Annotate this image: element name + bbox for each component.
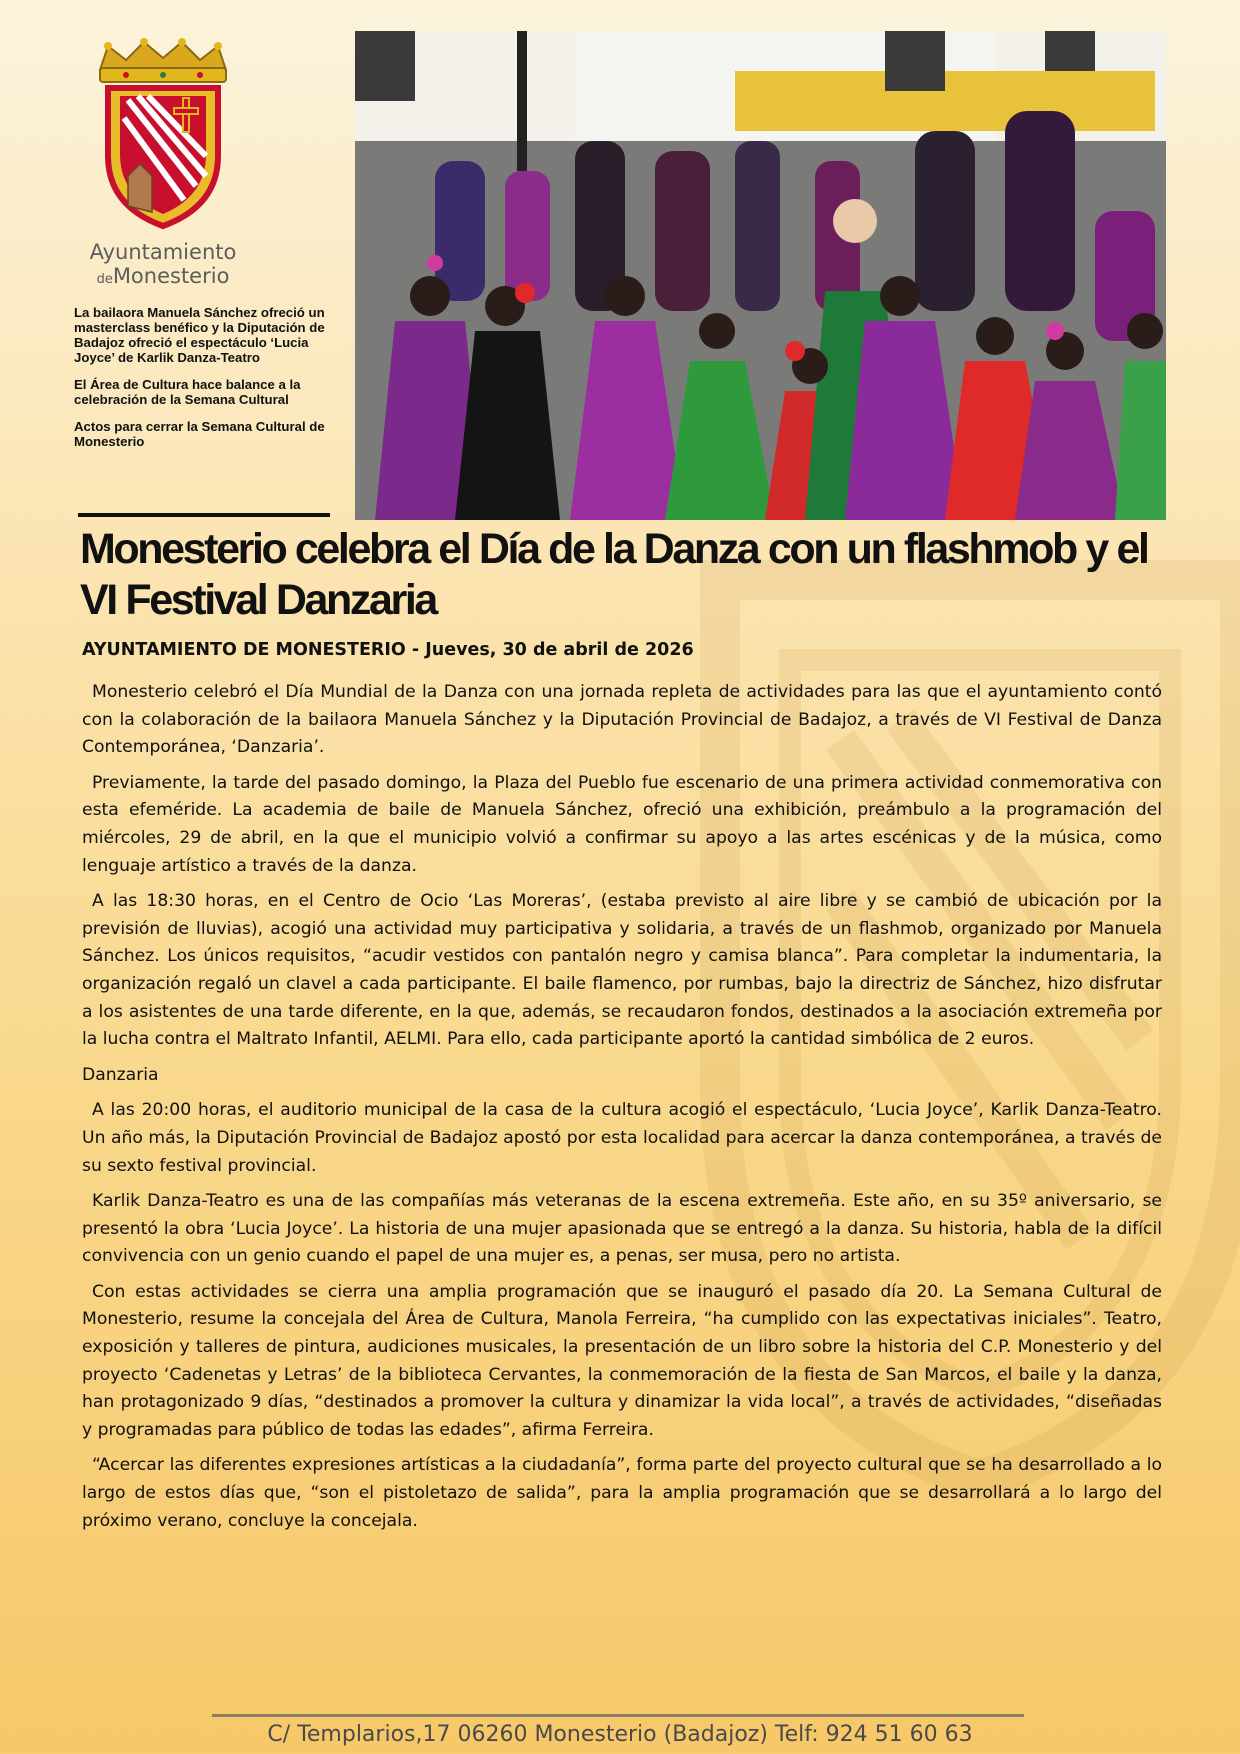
article-body — [82, 679, 1162, 1543]
article-paragraph: “Acercar las diferentes expresiones artísticas a la ciudadanía”, forma parte del proyecto cultural que se ha desarrollado a lo largo de estos días que, “son el pistoletazo de salida”, para la amplia programación que se desarrollará a lo largo del próximo verano, concluye la concejala. — [82, 1455, 1162, 1531]
article-headline: Monesterio celebra el Día de la Danza con un flashmob y el VI Festival Danzaria — [80, 525, 1148, 624]
sidebar-headlines — [74, 305, 336, 461]
sidebar-headline[interactable]: El Área de Cultura hace balance a la celebración de la Semana Cultural — [74, 377, 301, 407]
logo-line1: Ayuntamiento — [89, 240, 237, 264]
article-paragraph: Previamente, la tarde del pasado domingo, la Plaza del Pueblo fue escenario de una primera actividad conmemorativa con esta efeméride. La academia de baile de Manuela Sánchez, ofreció una exhibición, preámbulo a la programación del miércoles, 29 de abril, en la que el municipio volvió a confirmar su apoyo a las artes escénicas y de la música, como lenguaje artístico a través de la danza. — [82, 772, 1162, 876]
article-paragraph: Karlik Danza-Teatro es una de las compañías más veteranas de la escena extremeña. Este año, en su 35º aniversario, se presentó la obra ‘Lucia Joyce’. La historia de una mujer apasionada que se entregó a la danza. Su historia, habla de la difícil convivencia con un genio cuando el papel de una mujer es, a penas, ser musa, pero no artista. — [82, 1191, 1162, 1267]
coat-of-arms-icon — [88, 36, 238, 236]
sidebar-headline[interactable]: Actos para cerrar la Semana Cultural de Monesterio — [74, 419, 325, 449]
logo-de: de — [96, 272, 113, 287]
sidebar-divider — [78, 513, 330, 517]
article-photo — [355, 31, 1166, 520]
logo-line2: Monesterio — [112, 264, 230, 288]
article-paragraph: Con estas actividades se cierra una amplia programación que se inauguró el pasado día 20. La Semana Cultural de Monesterio, resume la concejala del Área de Cultura, Manola Ferreira, “ha cumplido con las expectativas iniciales”. Teatro, exposición y talleres de pintura, audiciones musicales, la presentación de un libro sobre la historia del C.P. Monesterio y del proyecto ‘Cadenetas y Letras’ de la biblioteca Cervantes, la conmemoración de la fiesta de San Marcos, el baile y la danza, han protagonizado 9 días, “destinados a promover la cultura y dinamizar la vida local”, a través de actividades, “diseñadas y programadas para público de todas las edades”, afirma Ferreira. — [82, 1281, 1162, 1440]
article-subheading: Danzaria — [82, 1064, 159, 1085]
sidebar-headline[interactable]: La bailaora Manuela Sánchez ofreció un masterclass benéfico y la Diputación de Badajoz ofreció el espectáculo ‘Lucia Joyce’ de Karlik Danza-Teatro — [74, 305, 325, 365]
municipal-logo — [88, 36, 238, 292]
article-byline: AYUNTAMIENTO DE MONESTERIO - Jueves, 30 de abril de 2026 — [82, 640, 694, 660]
article-paragraph: Monesterio celebró el Día Mundial de la Danza con una jornada repleta de actividades para las que el ayuntamiento contó con la colaboración de la bailaora Manuela Sánchez y la Diputación Provincial de Badajoz, a través de VI Festival de Danza Contemporánea, ‘Danzaria’. — [82, 682, 1162, 758]
dancers-photo-illustration — [355, 31, 1166, 520]
footer-address: C/ Templarios,17 06260 Monesterio (Badajoz) Telf: 924 51 60 63 — [267, 1722, 973, 1747]
article-paragraph: A las 20:00 horas, el auditorio municipal de la casa de la cultura acogió el espectáculo, ‘Lucia Joyce’, Karlik Danza-Teatro. Un año más, la Diputación Provincial de Badajoz apostó por esta localidad para acercar la danza contemporánea, a través de su sexto festival provincial. — [82, 1100, 1162, 1176]
article-paragraph: A las 18:30 horas, en el Centro de Ocio ‘Las Moreras’, (estaba previsto al aire libre y se cambió de ubicación por la previsión de lluvias), acogió una actividad muy participativa y solidaria, a través de un flashmob, organizado por Manuela Sánchez. Los únicos requisitos, “acudir vestidos con pantalón negro y camisa blanca”. Para completar la indumentaria, la organización regaló un clavel a cada participante. El baile flamenco, por rumbas, bajo la directriz de Sánchez, hizo disfrutar a los asistentes de una tarde diferente, en la que, además, se recaudaron fondos, destinados a la asociación extremeña por la lucha contra el Maltrato Infantil, AELMI. Para ello, cada participante aportó la cantidad simbólica de 2 euros. — [82, 891, 1162, 1050]
footer-divider — [212, 1714, 1024, 1717]
